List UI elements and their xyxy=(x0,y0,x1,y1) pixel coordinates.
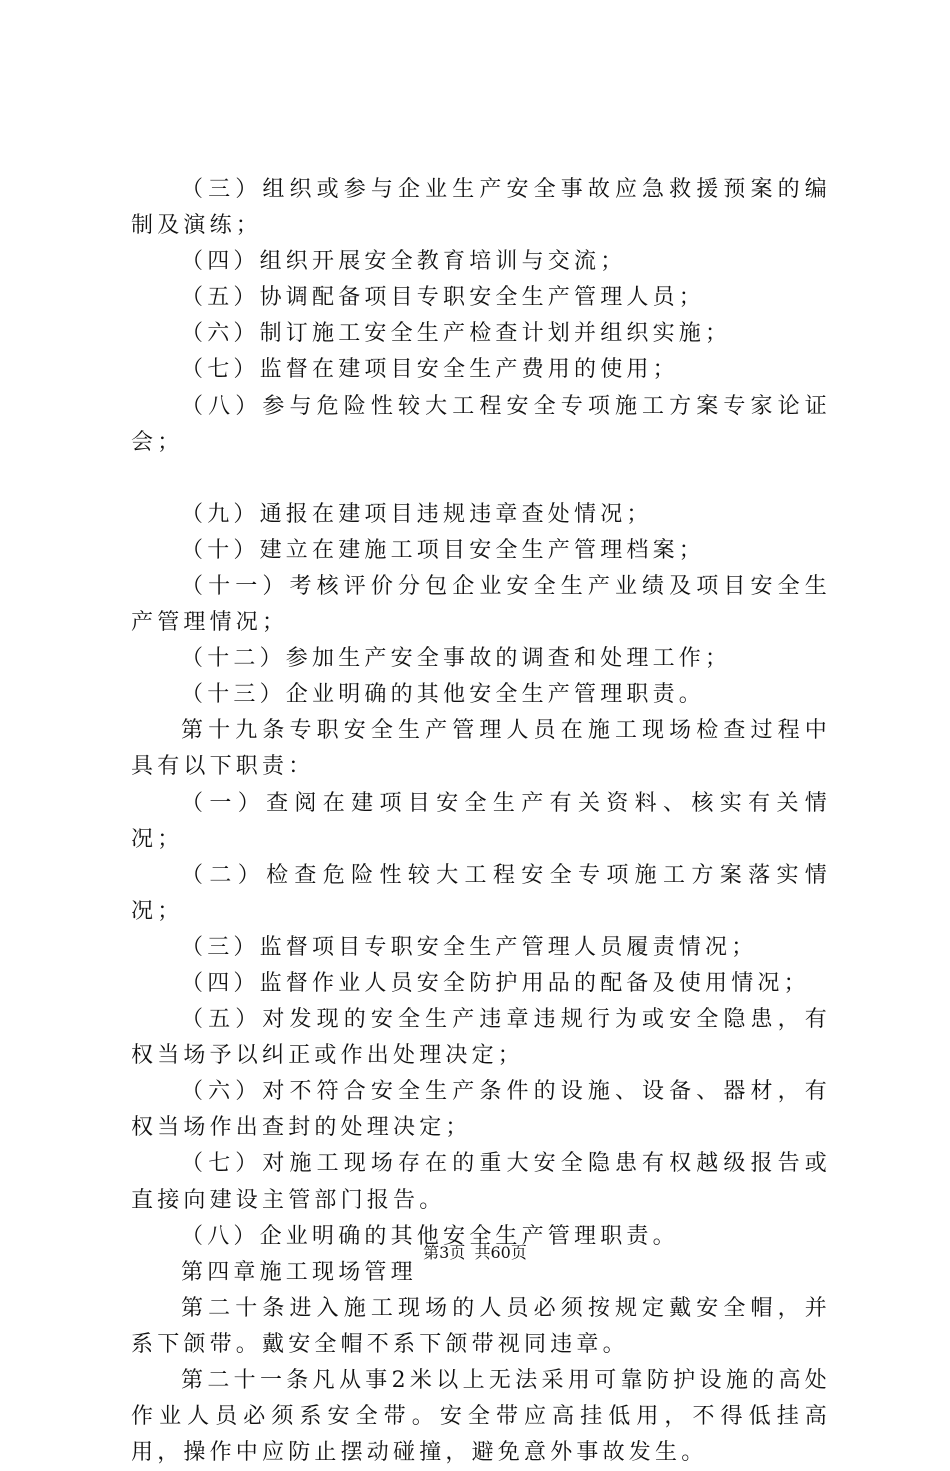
article-20: 第二十条进入施工现场的人员必须按规定戴安全帽，并系下颌带。戴安全帽不系下颌带视同违章。 xyxy=(131,1295,831,1357)
paragraph-article-19-item-4: （四）监督作业人员安全防护用品的配备及使用情况； xyxy=(181,970,810,996)
paragraph-article-19-item-1: （一）查阅在建项目安全生产有关资料、核实有关情况； xyxy=(131,790,831,852)
page-footer xyxy=(0,1240,950,1263)
paragraph-article-19-item-3: （三）监督项目专职安全生产管理人员履责情况； xyxy=(181,934,758,960)
article-21: 第二十一条凡从事2米以上无法采用可靠防护设施的高处作业人员必须系安全带。安全带应高挂低用，不得低挂高用，操作中应防止摆动碰撞，避免意外事故发生。 xyxy=(131,1368,831,1466)
paragraph-item-5-staffing: （五）协调配备项目专职安全生产管理人员； xyxy=(181,285,706,311)
paragraph-article-19-item-8: （八）企业明确的其他安全生产管理职责。 xyxy=(181,1223,679,1249)
chapter-4-heading: 第四章施工现场管理 xyxy=(181,1259,417,1285)
article-19-heading: 第十九条专职安全生产管理人员在施工现场检查过程中具有以下职责： xyxy=(131,718,831,780)
paragraph-article-19-item-5: （五）对发现的安全生产违章违规行为或安全隐患，有权当场予以纠正或作出处理决定； xyxy=(131,1007,831,1069)
paragraph-item-8-expert-review: （八）参与危险性较大工程安全专项施工方案专家论证会； xyxy=(131,393,831,455)
paragraph-item-10-archives: （十）建立在建施工项目安全生产管理档案； xyxy=(181,537,706,563)
paragraph-item-12-accident-investigation: （十二）参加生产安全事故的调查和处理工作； xyxy=(181,646,732,672)
paragraph-item-9-violation-report: （九）通报在建项目违规违章查处情况； xyxy=(181,501,653,527)
paragraph-item-7-cost-supervision: （七）监督在建项目安全生产费用的使用； xyxy=(181,357,679,383)
document-body xyxy=(131,172,831,1471)
page-number: 第3页 xyxy=(423,1243,466,1262)
paragraph-article-19-item-2: （二）检查危险性较大工程安全专项施工方案落实情况； xyxy=(131,862,831,924)
page-total: 共60页 xyxy=(474,1243,527,1262)
paragraph-article-19-item-7: （七）对施工现场存在的重大安全隐患有权越级报告或直接向建设主管部门报告。 xyxy=(131,1151,831,1213)
paragraph-item-4-safety-training: （四）组织开展安全教育培训与交流； xyxy=(181,249,627,275)
paragraph-article-19-item-6: （六）对不符合安全生产条件的设施、设备、器材，有权当场作出查封的处理决定； xyxy=(131,1079,831,1141)
paragraph-item-3-org-emergency-plan: （三）组织或参与企业生产安全事故应急救援预案的编制及演练； xyxy=(131,177,831,239)
paragraph-item-11-subcontractor-evaluation: （十一）考核评价分包企业安全生产业绩及项目安全生产管理情况； xyxy=(131,573,831,636)
paragraph-item-13-other-duties: （十三）企业明确的其他安全生产管理职责。 xyxy=(181,682,706,708)
paragraph-item-6-inspection-plan: （六）制订施工安全生产检查计划并组织实施； xyxy=(181,321,732,347)
paragraph-gap xyxy=(131,461,831,497)
